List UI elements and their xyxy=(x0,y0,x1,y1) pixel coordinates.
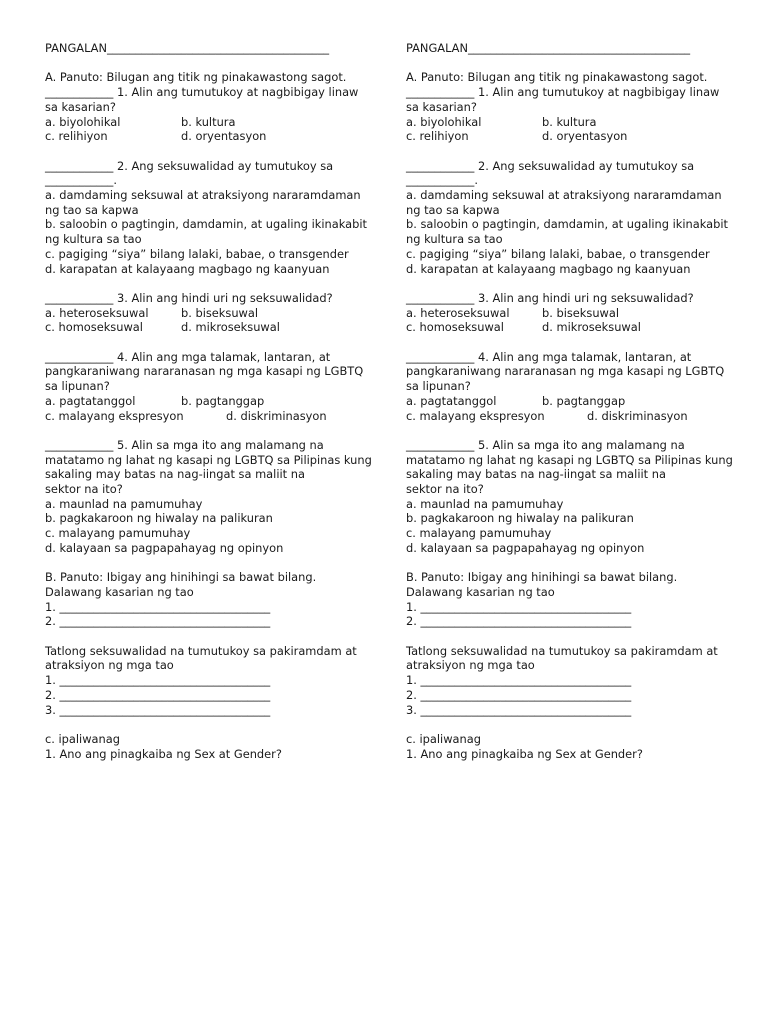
part-b xyxy=(45,570,375,717)
answer-blank[interactable]: 2. _____________________________________ xyxy=(406,614,632,629)
question-stem-line: ____________. xyxy=(406,173,478,188)
question-2 xyxy=(45,159,375,277)
choice-c: c. relihiyon xyxy=(406,129,469,144)
choice-d: d. mikroseksuwal xyxy=(181,320,280,335)
question-5 xyxy=(45,438,375,556)
choice-d: d. oryentasyon xyxy=(542,129,628,144)
question-4 xyxy=(406,350,736,424)
answer-blank[interactable]: 2. _____________________________________ xyxy=(45,614,271,629)
choice-d: d. diskriminasyon xyxy=(226,408,327,423)
answer-blank[interactable]: 2. _____________________________________ xyxy=(406,687,632,702)
question-stem-line: ____________ 2. Ang seksuwalidad ay tumutukoy sa xyxy=(45,158,334,173)
answer-blank[interactable]: 3. _____________________________________ xyxy=(45,702,271,717)
part-b-instruction: B. Panuto: Ibigay ang hinihingi sa bawat bilang. xyxy=(45,570,317,585)
question-stem-line: sakaling may batas na nag-iingat sa maliit na xyxy=(406,467,666,482)
choice-b: b. kultura xyxy=(542,114,597,129)
question-stem-line: sa kasarian? xyxy=(45,99,116,114)
name-line: PANGALAN_______________________________________ xyxy=(45,41,330,55)
question-stem-line: sektor na ito? xyxy=(45,482,123,497)
choice-c: c. homoseksuwal xyxy=(45,320,143,335)
question-1 xyxy=(406,85,736,144)
choice-a: a. biyolohikal xyxy=(45,114,121,129)
question-stem-line: sektor na ito? xyxy=(406,482,484,497)
part-c-question: 1. Ano ang pinagkaiba ng Sex at Gender? xyxy=(45,746,282,761)
choice-line: d. karapatan at kalayaang magbago ng kaanyuan xyxy=(45,261,330,276)
choice-c: c. homoseksuwal xyxy=(406,320,504,335)
question-stem-line: ____________ 1. Alin ang tumutukoy at nagbibigay linaw xyxy=(406,85,720,100)
question-stem-line: sa lipunan? xyxy=(45,379,110,394)
part-b-group-title: Dalawang kasarian ng tao xyxy=(45,584,194,599)
choice-line: ng kultura sa tao xyxy=(45,232,142,247)
part-c xyxy=(406,732,736,761)
choice-a: a. heteroseksuwal xyxy=(45,305,149,320)
part-c-question: 1. Ano ang pinagkaiba ng Sex at Gender? xyxy=(406,746,643,761)
question-stem-line: matatamo ng lahat ng kasapi ng LGBTQ sa Pilipinas kung xyxy=(45,452,372,467)
question-3 xyxy=(406,291,736,335)
worksheet-copy-right xyxy=(406,41,736,761)
worksheet-copy-left xyxy=(45,41,375,761)
answer-blank[interactable]: 1. _____________________________________ xyxy=(45,673,271,688)
choice-a: a. pagtatanggol xyxy=(45,393,136,408)
choice-d: d. oryentasyon xyxy=(181,129,267,144)
question-2 xyxy=(406,159,736,277)
question-stem-line: pangkaraniwang nararanasan ng mga kasapi ng LGBTQ xyxy=(45,364,364,379)
question-stem-line: sa kasarian? xyxy=(406,99,477,114)
question-5 xyxy=(406,438,736,556)
choice-line: ng kultura sa tao xyxy=(406,232,503,247)
question-stem-line: ____________ 3. Alin ang hindi uri ng seksuwalidad? xyxy=(406,290,694,305)
choice-b: b. pagtanggap xyxy=(181,393,265,408)
question-stem-line: ____________ 1. Alin ang tumutukoy at nagbibigay linaw xyxy=(45,85,359,100)
choice-c: c. malayang ekspresyon xyxy=(45,408,184,423)
choice-c: c. malayang ekspresyon xyxy=(406,408,545,423)
choice-line: b. pagkakaroon ng hiwalay na palikuran xyxy=(45,511,273,526)
part-b-group-title: Tatlong seksuwalidad na tumutukoy sa pakiramdam at xyxy=(406,643,718,658)
answer-blank[interactable]: 1. _____________________________________ xyxy=(406,599,632,614)
choice-b: b. biseksuwal xyxy=(542,305,620,320)
answer-blank[interactable]: 1. _____________________________________ xyxy=(406,673,632,688)
question-stem-line: ____________ 4. Alin ang mga talamak, lantaran, at xyxy=(45,349,331,364)
part-b xyxy=(406,570,736,717)
choice-line: b. saloobin o pagtingin, damdamin, at ugaling ikinakabit xyxy=(45,217,367,232)
choice-line: a. damdaming seksuwal at atraksiyong nararamdaman xyxy=(45,188,361,202)
part-b-group-title: atraksiyon ng mga tao xyxy=(406,658,535,673)
answer-blank[interactable]: 3. _____________________________________ xyxy=(406,702,632,717)
choice-line: a. damdaming seksuwal at atraksiyong nararamdaman xyxy=(406,188,722,202)
question-stem-line: ____________. xyxy=(45,173,117,188)
answer-blank[interactable]: 1. _____________________________________ xyxy=(45,599,271,614)
choice-line: b. saloobin o pagtingin, damdamin, at ugaling ikinakabit xyxy=(406,217,728,232)
choice-line: d. kalayaan sa pagpapahayag ng opinyon xyxy=(406,540,645,555)
choice-line: d. karapatan at kalayaang magbago ng kaanyuan xyxy=(406,261,691,276)
part-b-instruction: B. Panuto: Ibigay ang hinihingi sa bawat bilang. xyxy=(406,570,678,585)
part-b-group-title: Dalawang kasarian ng tao xyxy=(406,584,555,599)
choice-d: d. diskriminasyon xyxy=(587,408,688,423)
choice-a: a. pagtatanggol xyxy=(406,393,497,408)
question-3 xyxy=(45,291,375,335)
question-stem-line: ____________ 5. Alin sa mga ito ang malamang na xyxy=(406,437,685,452)
question-stem-line: ____________ 5. Alin sa mga ito ang malamang na xyxy=(45,437,324,452)
choice-d: d. mikroseksuwal xyxy=(542,320,641,335)
part-c-instruction: c. ipaliwanag xyxy=(406,731,481,746)
question-stem-line: sakaling may batas na nag-iingat sa maliit na xyxy=(45,467,305,482)
choice-line: c. malayang pamumuhay xyxy=(406,526,552,541)
choice-line: c. pagiging “siya” bilang lalaki, babae, o transgender xyxy=(406,246,710,261)
choice-line: ng tao sa kapwa xyxy=(45,202,139,217)
answer-blank[interactable]: 2. _____________________________________ xyxy=(45,687,271,702)
choice-line: ng tao sa kapwa xyxy=(406,202,500,217)
part-a-instruction: A. Panuto: Bilugan ang titik ng pinakawastong sagot. xyxy=(406,70,708,85)
choice-line: c. malayang pamumuhay xyxy=(45,526,191,541)
part-c-instruction: c. ipaliwanag xyxy=(45,731,120,746)
choice-a: a. heteroseksuwal xyxy=(406,305,510,320)
question-stem-line: ____________ 2. Ang seksuwalidad ay tumutukoy sa xyxy=(406,158,695,173)
choice-line: a. maunlad na pamumuhay xyxy=(406,496,564,511)
question-stem-line: pangkaraniwang nararanasan ng mga kasapi ng LGBTQ xyxy=(406,364,725,379)
question-1 xyxy=(45,85,375,144)
choice-b: b. pagtanggap xyxy=(542,393,626,408)
choice-b: b. biseksuwal xyxy=(181,305,259,320)
name-line: PANGALAN_______________________________________ xyxy=(406,41,691,55)
question-stem-line: sa lipunan? xyxy=(406,379,471,394)
question-stem-line: matatamo ng lahat ng kasapi ng LGBTQ sa Pilipinas kung xyxy=(406,452,733,467)
question-stem-line: ____________ 4. Alin ang mga talamak, lantaran, at xyxy=(406,349,692,364)
choice-line: b. pagkakaroon ng hiwalay na palikuran xyxy=(406,511,634,526)
choice-b: b. kultura xyxy=(181,114,236,129)
part-a-instruction: A. Panuto: Bilugan ang titik ng pinakawastong sagot. xyxy=(45,70,347,85)
choice-a: a. biyolohikal xyxy=(406,114,482,129)
choice-line: d. kalayaan sa pagpapahayag ng opinyon xyxy=(45,540,284,555)
choice-c: c. relihiyon xyxy=(45,129,108,144)
choice-line: a. maunlad na pamumuhay xyxy=(45,496,203,511)
choice-line: c. pagiging “siya” bilang lalaki, babae, o transgender xyxy=(45,246,349,261)
question-4 xyxy=(45,350,375,424)
part-c xyxy=(45,732,375,761)
part-b-group-title: atraksiyon ng mga tao xyxy=(45,658,174,673)
part-b-group-title: Tatlong seksuwalidad na tumutukoy sa pakiramdam at xyxy=(45,643,357,658)
question-stem-line: ____________ 3. Alin ang hindi uri ng seksuwalidad? xyxy=(45,290,333,305)
